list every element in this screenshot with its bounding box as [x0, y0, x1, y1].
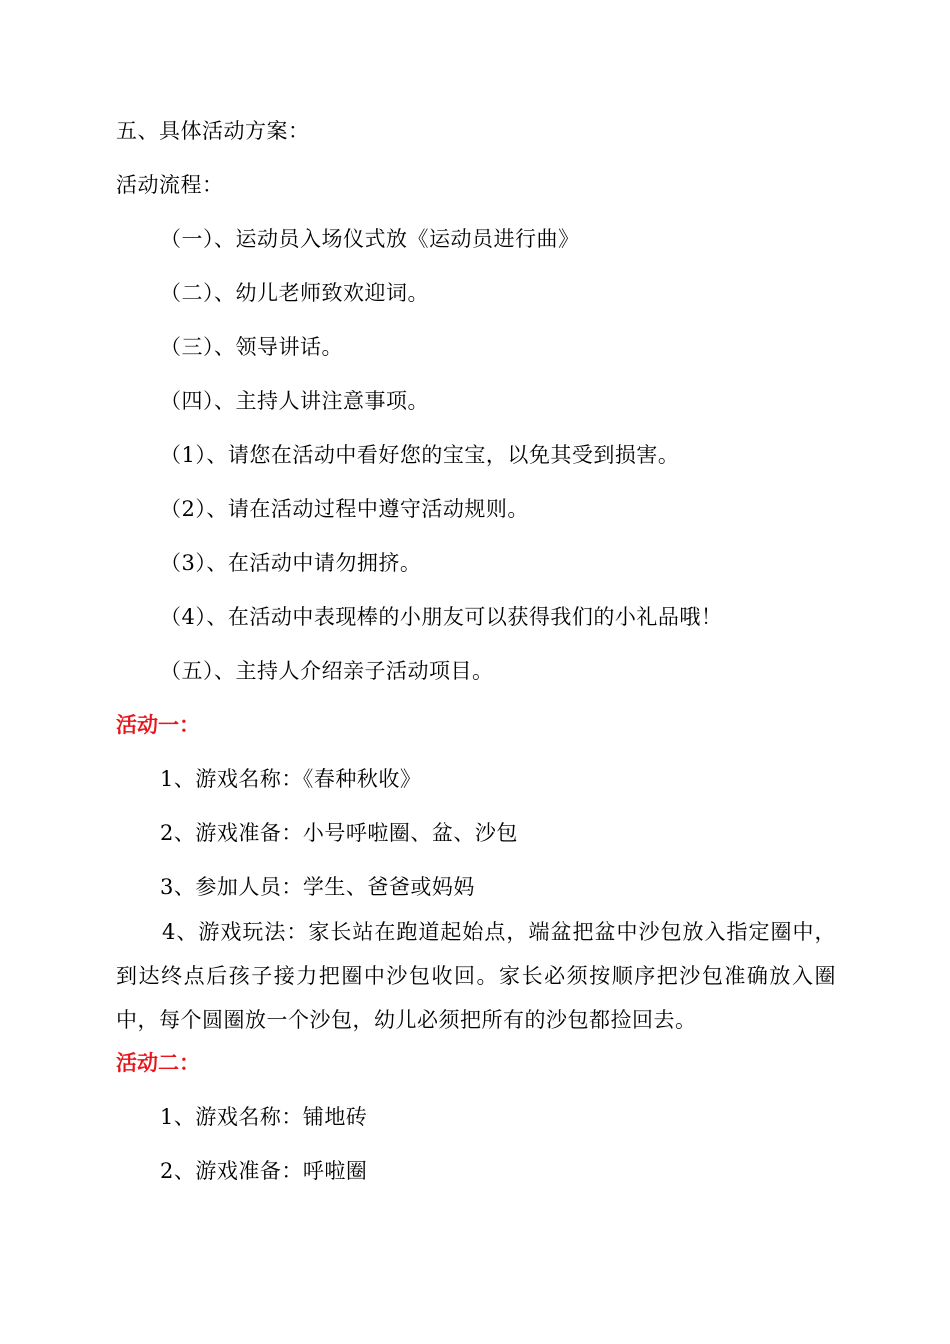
activity1-item: 3、参加人员：学生、爸爸或妈妈 — [160, 875, 475, 899]
activity1-title: 活动一： — [116, 713, 200, 737]
activity2-title: 活动二： — [116, 1051, 200, 1075]
flow-item: （一）、运动员入场仪式放《运动员进行曲》 — [160, 227, 580, 251]
flow-item: （四）、主持人讲注意事项。 — [160, 389, 429, 413]
activity1-item: 1、游戏名称：《春种秋收》 — [160, 767, 422, 791]
flow-item: （3）、在活动中请勿拥挤。 — [160, 551, 422, 575]
flow-item: （二）、幼儿老师致欢迎词。 — [160, 281, 429, 305]
section-title: 五、具体活动方案： — [116, 119, 310, 143]
activity2-item: 2、游戏准备：呼啦圈 — [160, 1159, 368, 1183]
flow-item: （三）、领导讲话。 — [160, 335, 343, 359]
flow-item: （1）、请您在活动中看好您的宝宝，以免其受到损害。 — [160, 443, 680, 467]
flow-item: （4）、在活动中表现棒的小朋友可以获得我们的小礼品哦！ — [160, 605, 723, 629]
activity2-item: 1、游戏名称：铺地砖 — [160, 1105, 368, 1129]
flow-item: （2）、请在活动过程中遵守活动规则。 — [160, 497, 529, 521]
activity1-item: 2、游戏准备：小号呼啦圈、盆、沙包 — [160, 821, 518, 845]
flow-title: 活动流程： — [116, 173, 224, 197]
flow-item: （五）、主持人介绍亲子活动项目。 — [160, 659, 494, 683]
activity1-rules: 4、游戏玩法：家长站在跑道起始点，端盆把盆中沙包放入指定圈中，到达终点后孩子接力把圈中沙包收回。家长必须按顺序把沙包准确放入圈中，每个圆圈放一个沙包，幼儿必须把所有的沙包都捡回去。 — [116, 920, 836, 1032]
